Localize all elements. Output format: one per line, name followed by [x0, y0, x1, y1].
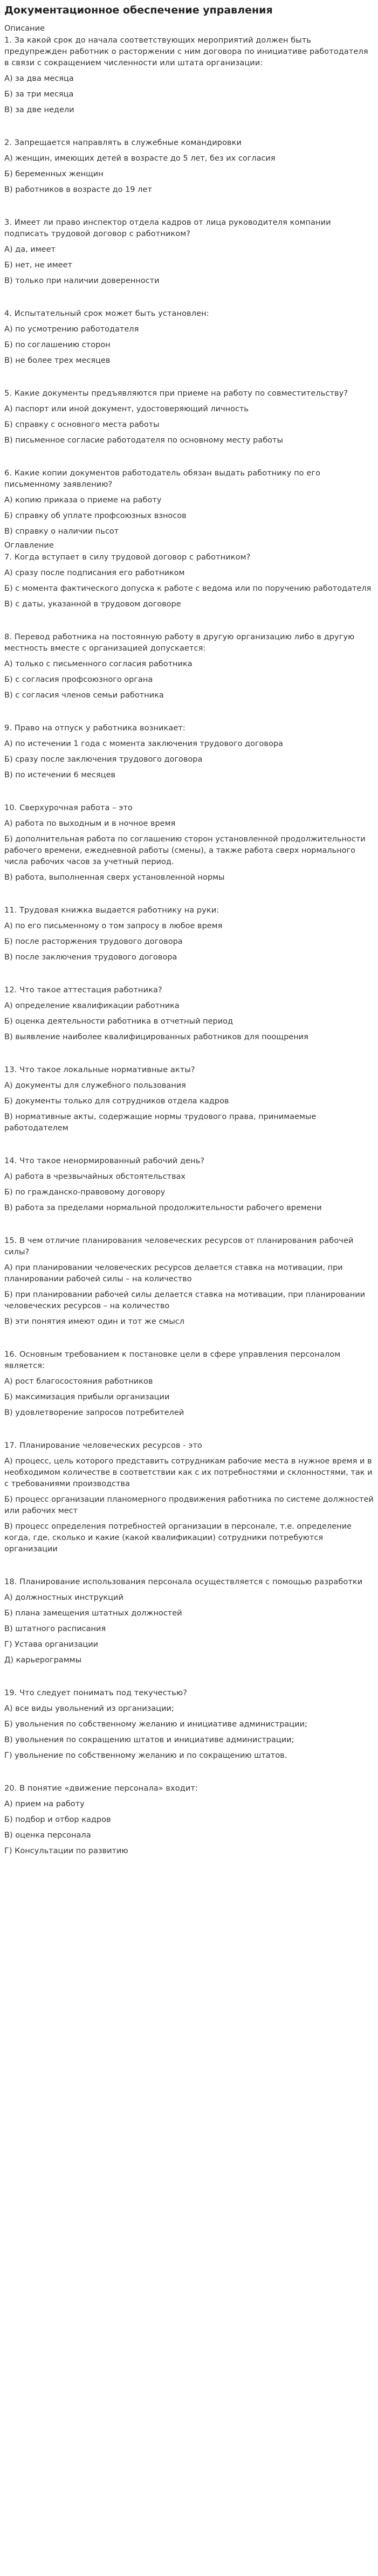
question-block — [4, 632, 374, 701]
answer-option: В) с даты, указанной в трудовом договоре — [4, 600, 181, 609]
answer-option: А) по его письменному о том запросу в любое время — [4, 922, 223, 930]
answer-option: Б) справку с основного места работы — [4, 420, 160, 429]
answer-option: А) документы для служебного пользования — [4, 1081, 186, 1090]
question-text: 16. Основным требованием к постановке цели в сфере управления персоналом является: — [4, 1350, 341, 1370]
answer-option: Б) процесс организации планомерного продвижения работника по системе должностей или рабочих мест — [4, 1495, 374, 1515]
answer-option: Г) Устава организации — [4, 1640, 99, 1649]
answer-option: В) по истечении 6 месяцев — [4, 771, 116, 779]
question-block — [4, 905, 374, 963]
section-description-label: Описание — [4, 24, 45, 33]
answer-option: В) оценка персонала — [4, 1831, 91, 1840]
question-block — [4, 540, 374, 610]
answer-option: А) определение квалификации работника — [4, 1002, 180, 1010]
answer-option: Б) нет, не имеет — [4, 261, 72, 270]
question-text: 12. Что такое аттестация работника? — [4, 986, 162, 995]
question-block — [4, 468, 374, 537]
answer-option: А) по усмотрению работодателя — [4, 325, 139, 334]
question-block — [4, 723, 374, 781]
answer-option: А) паспорт или иной документ, удостоверяющий личность — [4, 405, 249, 413]
question-text: 4. Испытательный срок может быть установлен: — [4, 309, 209, 318]
answer-option: А) все виды увольнений из организации; — [4, 1704, 174, 1713]
question-block — [4, 388, 374, 446]
answer-option: Б) по гражданско-правовому договору — [4, 1188, 166, 1197]
answer-option: Б) по соглашению сторон — [4, 341, 111, 349]
question-text: 17. Планирование человеческих ресурсов - это — [4, 1441, 202, 1450]
answer-option: А) рост благосостояния работников — [4, 1377, 153, 1386]
answer-option: А) процесс, цель которого представить сотрудникам рабочие места в нужное время и в необходимом количестве в соответствии как с их потребностями и склонностями, так и с требованиями производства — [4, 1457, 373, 1488]
question-block — [4, 308, 374, 367]
page-title: Документационное обеспечение управления — [4, 4, 273, 16]
answer-option: А) работа по выходным и в ночное время — [4, 819, 176, 828]
question-block — [4, 1783, 374, 1857]
question-block — [4, 985, 374, 1043]
question-text: 8. Перевод работника на постоянную работу в другую организацию либо в другую местность вместе с организацией допускается: — [4, 633, 355, 653]
answer-option: В) увольнения по сокращению штатов и инициативе администрации; — [4, 1736, 294, 1744]
answer-option: В) удовлетворение запросов потребителей — [4, 1408, 184, 1417]
answer-option: Б) справку об уплате профсоюзных взносов — [4, 512, 187, 520]
question-text: 18. Планирование использования персонала осуществляется с помощью разработки — [4, 1578, 363, 1586]
answer-option: Г) увольнение по собственному желанию и по сокращению штатов. — [4, 1751, 287, 1760]
answer-option: Б) документы только для сотрудников отдела кадров — [4, 1097, 229, 1106]
question-block — [4, 137, 374, 196]
question-block — [4, 1235, 374, 1328]
question-block — [4, 1577, 374, 1666]
answer-option: Б) увольнения по собственному желанию и инициативе администрации; — [4, 1720, 307, 1729]
answer-option: В) письменное согласие работодателя по основному месту работы — [4, 436, 283, 445]
question-block — [4, 803, 374, 883]
question-text: 13. Что такое локальные нормативные акты? — [4, 1066, 195, 1074]
answer-option: А) по истечении 1 года с момента заключения трудового договора — [4, 740, 283, 748]
question-text: 3. Имеет ли право инспектор отдела кадров от лица руководителя компании подписать трудовой договор с работником? — [4, 218, 331, 238]
answer-option: А) копию приказа о приеме на работу — [4, 496, 162, 505]
answer-option: А) да, имеет — [4, 245, 56, 254]
answer-option: В) после заключения трудового договора — [4, 953, 177, 962]
answer-option: В) работа за пределами нормальной продолжительности рабочего времени — [4, 1204, 322, 1212]
answer-option: Б) сразу после заключения трудового договора — [4, 755, 203, 764]
answer-option: В) процесс определения потребностей организации в персонале, т.е. определение когда, где, сколько и какие (какой квалификации) сотрудники потребуются организации — [4, 1522, 352, 1553]
question-block — [4, 1440, 374, 1555]
answer-option: В) штатного расписания — [4, 1625, 106, 1633]
question-list — [4, 35, 374, 1857]
question-text: 10. Сверхурочная работа – это — [4, 804, 133, 812]
question-block — [4, 1065, 374, 1134]
answer-option: Б) подбор и отбор кадров — [4, 1815, 111, 1824]
question-text: 19. Что следует понимать под текучестью? — [4, 1689, 188, 1697]
answer-option: Б) оценка деятельности работника в отчетный период — [4, 1017, 233, 1026]
answer-option: В) не более трех месяцев — [4, 356, 111, 365]
answer-option: В) справку о наличии пьсот — [4, 527, 119, 536]
answer-option: А) прием на работу — [4, 1800, 85, 1808]
question-block — [4, 1156, 374, 1214]
answer-option: Б) беременных женщин — [4, 170, 104, 178]
answer-option: Д) карьерограммы — [4, 1656, 82, 1665]
answer-option: В) за две недели — [4, 106, 74, 114]
answer-option: В) только при наличии доверенности — [4, 277, 160, 285]
question-text: 9. Право на отпуск у работника возникает: — [4, 724, 185, 733]
question-text: 11. Трудовая книжка выдается работнику на руки: — [4, 906, 219, 915]
answer-option: В) с согласия членов семьи работника — [4, 691, 164, 700]
answer-option: В) работников в возрасте до 19 лет — [4, 185, 152, 194]
answer-option: В) эти понятия имеют один и тот же смысл — [4, 1317, 184, 1326]
question-text: 20. В понятие «движение персонала» входит: — [4, 1784, 198, 1793]
answer-option: Б) максимизация прибыли организации — [4, 1393, 170, 1401]
answer-option: В) работа, выполненная сверх установленной нормы — [4, 873, 225, 882]
question-text: 14. Что такое ненормированный рабочий день? — [4, 1157, 205, 1165]
question-text: 1. За какой срок до начала соответствующих мероприятий должен быть предупрежден работник о расторжении с ним договора по инициативе работодателя в связи с сокращением численности или штата организации: — [4, 36, 368, 67]
answer-option: А) сразу после подписания его работником — [4, 569, 185, 577]
answer-option: А) за два месяца — [4, 74, 74, 83]
question-text: 15. В чем отличие планирования человеческих ресурсов от планирования рабочей силы? — [4, 1237, 354, 1256]
answer-option: А) работа в чрезвычайных обстоятельствах — [4, 1172, 186, 1181]
answer-option: А) женщин, имеющих детей в возрасте до 5 лет, без их согласия — [4, 154, 276, 163]
question-block — [4, 217, 374, 287]
answer-option: Г) Консультации по развитию — [4, 1847, 128, 1855]
section-contents-label: Оглавление — [4, 541, 54, 550]
answer-option: А) при планировании человеческих ресурсов делается ставка на мотивации, при планировании рабочей силы – на количество — [4, 1263, 343, 1283]
question-block — [4, 1688, 374, 1762]
question-text: 6. Какие копии документов работодатель обязан выдать работнику по его письменному заявлению? — [4, 469, 321, 489]
question-text: 5. Какие документы предъявляются при приеме на работу по совместительству? — [4, 389, 348, 398]
question-text: 2. Запрещается направлять в служебные командировки — [4, 139, 242, 147]
answer-option: Б) за три месяца — [4, 90, 74, 99]
answer-option: Б) после расторжения трудового договора — [4, 937, 183, 946]
answer-option: В) выявление наиболее квалифицированных работников для поощрения — [4, 1033, 308, 1041]
answer-option: Б) с момента фактического допуска к работе с ведома или по поручению работодателя — [4, 584, 372, 593]
question-block — [4, 35, 374, 116]
answer-option: Б) плана замещения штатных должностей — [4, 1609, 182, 1618]
question-block — [4, 1349, 374, 1419]
answer-option: Б) при планировании рабочей силы делается ставка на мотивации, при планировании человеческих ресурсов – на количество — [4, 1290, 366, 1310]
answer-option: А) должностных инструкций — [4, 1593, 123, 1602]
answer-option: В) нормативные акты, содержащие нормы трудового права, принимаемые работодателем — [4, 1113, 317, 1132]
answer-option: А) только с письменного согласия работника — [4, 660, 193, 668]
answer-option: Б) дополнительная работа по соглашению сторон установленной продолжительности рабочего времени, ежедневной работы (смены), а также работа сверх нормального числа рабочих часов за учетный период. — [4, 835, 366, 866]
question-text: 7. Когда вступает в силу трудовой договор с работником? — [4, 553, 251, 562]
answer-option: Б) с согласия профсоюзного органа — [4, 675, 153, 684]
